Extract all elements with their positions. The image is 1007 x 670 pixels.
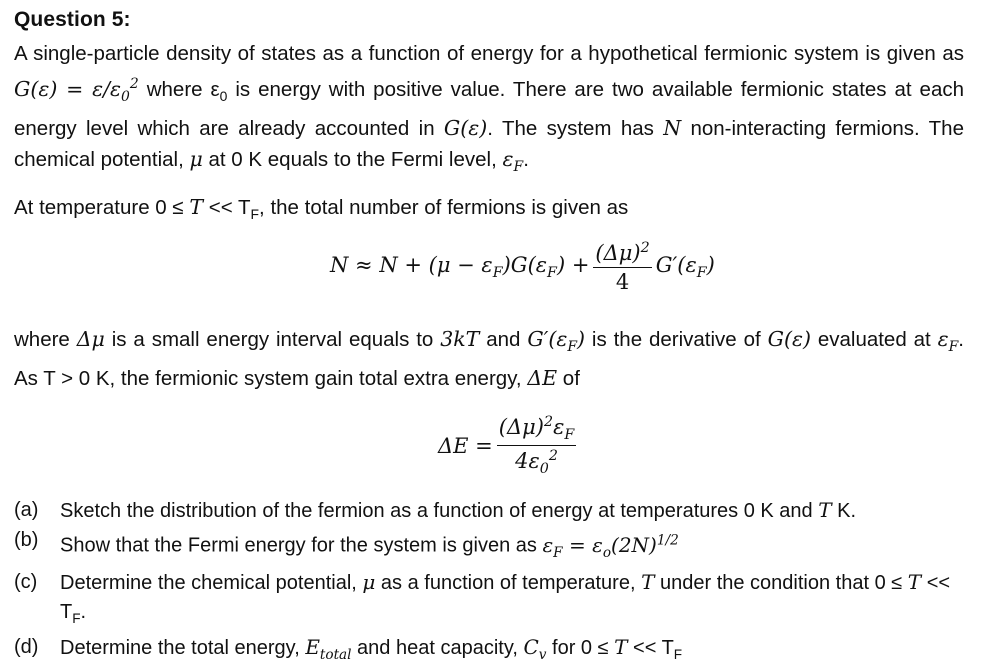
intro-text-4: . The system has — [487, 116, 664, 140]
n-symbol: N — [663, 115, 682, 140]
temperature-line — [14, 192, 964, 230]
where-text-4: is the derivative of — [585, 328, 768, 351]
item-label: (a) — [14, 499, 39, 521]
eq-n-lhs: $N \approx N + (\mu - \varepsilon_F)G(\varepsilon_F)$ + — [330, 252, 590, 282]
temp-fermi-sub: F — [250, 206, 260, 223]
three-kt: 3kT — [440, 327, 480, 351]
intro-text-1: A single-particle density of states as a function of energy for a hypothetical fermionic system is given as — [14, 42, 964, 65]
intro-text-7: . — [523, 147, 529, 171]
eq-e-numerator: $(\Delta\mu)^2\varepsilon_F$ — [497, 414, 576, 446]
delta-e-symbol: ΔE — [527, 366, 558, 391]
intro-text-5: non-interacting fermions. The chemical potential, — [14, 116, 964, 171]
temp-symbol: T — [189, 195, 204, 219]
question-title: Question 5: — [14, 8, 131, 31]
fermi-level-symbol: $\varepsilon_F$ — [502, 146, 524, 176]
delta-mu-symbol: Δμ — [76, 327, 105, 351]
eq-e-lhs: ΔE = — [438, 433, 493, 458]
eq-n-rhs: $G'(\varepsilon_F)$ — [655, 252, 715, 282]
item-label: (d) — [14, 635, 39, 658]
temp-text-3: , the total number of fermions is given as — [259, 196, 629, 219]
list-item — [14, 496, 974, 526]
temp-text-2: << T — [203, 196, 251, 219]
item-text: Determine the chemical potential, μ as a function of temperature, T under the condition that $0 \le T << T_F$. — [60, 569, 951, 626]
item-label: (b) — [14, 529, 39, 551]
list-item — [14, 633, 974, 670]
fermion-number-equation — [330, 240, 715, 294]
extra-energy-equation — [438, 414, 580, 477]
g-epsilon-2: G(ε) — [767, 327, 811, 351]
list-item — [14, 526, 974, 568]
eq-n-fraction — [593, 240, 651, 294]
where-text-2: is a small energy interval equals to — [104, 328, 441, 351]
density-of-states-definition: $G(\varepsilon) = \varepsilon/\varepsilon_0^2$ — [14, 76, 139, 105]
mu-symbol: μ — [189, 146, 203, 171]
where-text-7: of — [557, 367, 580, 391]
eq-n-denominator: 4 — [615, 270, 630, 294]
sub-questions-list — [14, 496, 974, 670]
item-label: (c) — [14, 570, 38, 593]
list-item — [14, 568, 974, 633]
g-prime-symbol: $G'(\varepsilon_F)$ — [527, 327, 586, 356]
item-text: Show that the Fermi energy for the system is given as $\varepsilon_F = \varepsilon_o(2N)^{1/2}$ — [60, 532, 679, 561]
where-text-1: where — [14, 328, 77, 351]
epsilon-zero-sub: 0 — [219, 87, 228, 104]
intro-text-6: at 0 K equals to the Fermi level, — [202, 147, 503, 171]
temp-text-1: At temperature 0 ≤ — [14, 196, 190, 219]
item-text: Sketch the distribution of the fermion as a function of energy at temperatures 0 K and T K. — [60, 498, 857, 522]
g-epsilon: G(ε) — [443, 115, 488, 140]
where-text-3: and — [479, 328, 528, 351]
eq-e-fraction — [497, 414, 576, 477]
fermi-symbol-2: $\varepsilon_F$ — [937, 327, 959, 356]
intro-text-2: where ε — [138, 77, 220, 101]
eq-n-numerator: $(\Delta\mu)^2$ — [593, 240, 651, 268]
where-paragraph — [14, 324, 964, 394]
eq-e-denominator: $4\varepsilon_0^2$ — [515, 448, 558, 478]
item-text: Determine the total energy, $E_{total}$ and heat capacity, $C_v$ for $0 \le T << T_F$ — [60, 634, 683, 663]
where-text-5: evaluated at — [810, 328, 938, 351]
intro-text-3: is energy with positive value. There are two available fermionic states at each energy level which are already accounted in — [14, 77, 964, 140]
where-text-6: . As T > 0 K, the fermionic system gain total extra energy, — [14, 328, 964, 391]
intro-paragraph — [14, 38, 964, 183]
